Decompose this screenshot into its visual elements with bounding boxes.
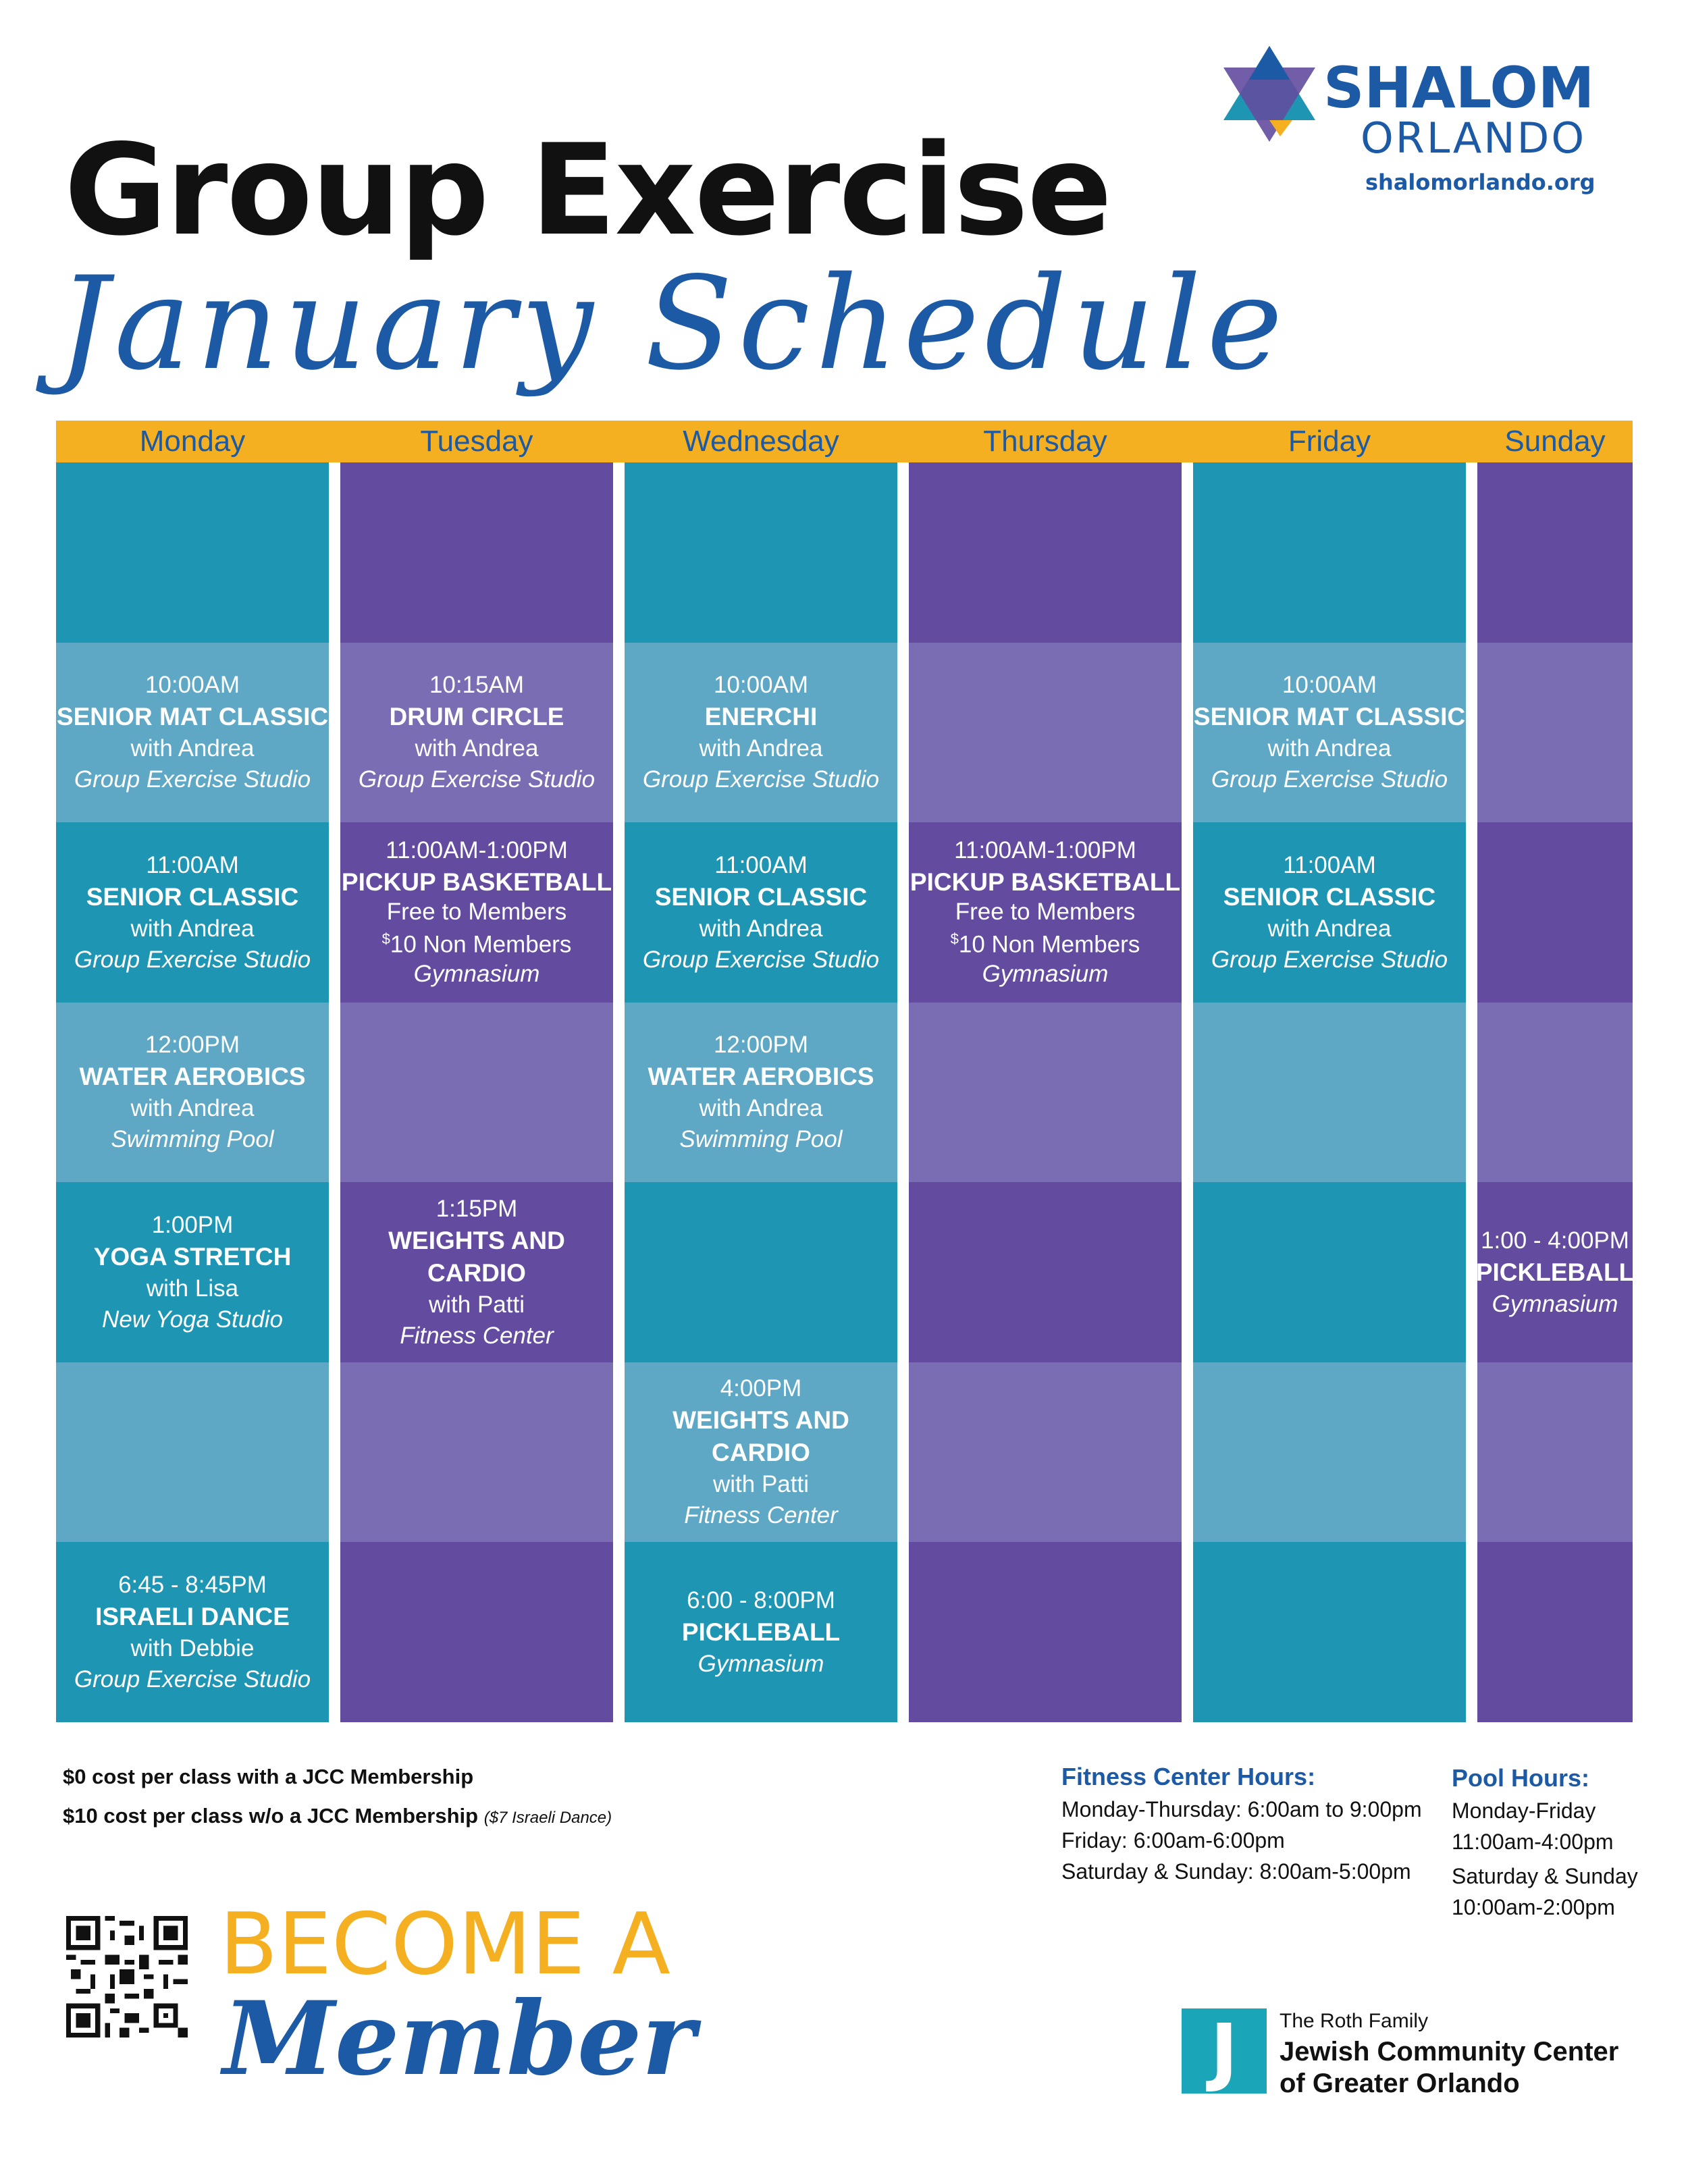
shalom-orlando-logo bbox=[1222, 41, 1600, 203]
class-name: YOGA STRETCH bbox=[93, 1242, 292, 1271]
schedule-slot bbox=[909, 462, 1182, 643]
class-time: 10:00AM bbox=[144, 672, 240, 698]
class-name: WATER AEROBICS bbox=[648, 1063, 874, 1090]
schedule-slot bbox=[1477, 1003, 1633, 1182]
class-location: Fitness Center bbox=[400, 1322, 554, 1349]
class-location: Group Exercise Studio bbox=[1211, 946, 1448, 973]
class-name: PICKUP BASKETBALL bbox=[341, 868, 612, 897]
page-title: Group Exercise bbox=[64, 117, 1111, 263]
class-location: Group Exercise Studio bbox=[1211, 766, 1448, 793]
class-member-price: Free to Members bbox=[955, 899, 1136, 926]
schedule-slot bbox=[1477, 1362, 1633, 1542]
class-location: Group Exercise Studio bbox=[642, 766, 880, 793]
class-location: Gymnasium bbox=[1492, 1290, 1618, 1317]
class-time: 6:00 - 8:00PM bbox=[687, 1587, 835, 1614]
class-name: SENIOR CLASSIC bbox=[654, 882, 868, 911]
schedule-slot bbox=[340, 1542, 613, 1722]
logo-shalom-text: SHALOM bbox=[1323, 55, 1595, 121]
class-cell bbox=[1193, 643, 1466, 822]
class-instructor: with Andrea bbox=[1267, 735, 1392, 762]
class-location: New Yoga Studio bbox=[102, 1306, 283, 1333]
israeli-dance-price-note: ($7 Israeli Dance) bbox=[483, 1809, 612, 1827]
class-cell bbox=[1193, 822, 1466, 1003]
class-cell bbox=[56, 1542, 329, 1722]
class-cell bbox=[56, 822, 329, 1003]
class-instructor: with Andrea bbox=[699, 915, 823, 942]
qr-code-icon[interactable] bbox=[66, 1916, 188, 2037]
class-instructor: with Andrea bbox=[130, 915, 255, 942]
class-location: Group Exercise Studio bbox=[642, 946, 880, 973]
class-location: Group Exercise Studio bbox=[358, 766, 596, 793]
class-location: Swimming Pool bbox=[679, 1126, 843, 1152]
currency-symbol: $ bbox=[381, 930, 390, 948]
class-time: 11:00AM bbox=[1283, 851, 1376, 878]
schedule-slot bbox=[1193, 1182, 1466, 1362]
nonmember-price-text: 10 Non Members bbox=[390, 931, 572, 958]
class-cell bbox=[340, 643, 613, 822]
class-time: 11:00AM bbox=[714, 851, 808, 878]
class-name: WEIGHTS AND CARDIO bbox=[388, 1226, 565, 1287]
class-time: 11:00AM bbox=[146, 851, 239, 878]
schedule-slot bbox=[56, 462, 329, 643]
class-cell bbox=[625, 1003, 897, 1182]
class-location: Gymnasium bbox=[982, 960, 1109, 987]
class-time: 1:00PM bbox=[151, 1211, 234, 1238]
class-location: Group Exercise Studio bbox=[74, 1666, 311, 1693]
cost-without-membership bbox=[63, 1803, 612, 1832]
day-header-bar bbox=[56, 421, 1633, 462]
class-member-price: Free to Members bbox=[386, 899, 567, 926]
tuesday-column bbox=[340, 462, 613, 1722]
class-name: DRUM CIRCLE bbox=[389, 703, 564, 730]
class-name: WEIGHTS AND CARDIO bbox=[672, 1406, 849, 1466]
class-instructor: with Andrea bbox=[130, 735, 255, 762]
schedule-slot bbox=[909, 1542, 1182, 1722]
class-time: 10:00AM bbox=[1282, 672, 1377, 698]
schedule-slot bbox=[56, 1362, 329, 1542]
wednesday-column bbox=[625, 462, 897, 1722]
schedule-slot bbox=[909, 1362, 1182, 1542]
class-time: 11:00AM-1:00PM bbox=[386, 837, 568, 864]
fitness-hours-line: Saturday & Sunday: 8:00am-5:00pm bbox=[1061, 1859, 1411, 1884]
class-time: 12:00PM bbox=[144, 1032, 240, 1058]
schedule-slot bbox=[1477, 822, 1633, 1003]
jcc-logo-mark bbox=[1182, 2008, 1267, 2094]
logo-orlando-text: ORLANDO bbox=[1361, 113, 1587, 163]
class-cell bbox=[340, 822, 613, 1003]
schedule-slot bbox=[909, 643, 1182, 822]
class-time: 1:00 - 4:00PM bbox=[1481, 1227, 1629, 1254]
class-cell bbox=[625, 643, 897, 822]
schedule-slot bbox=[1477, 462, 1633, 643]
cost-without-membership-text: $10 cost per class w/o a JCC Membership bbox=[63, 1804, 479, 1828]
class-instructor: with Lisa bbox=[146, 1275, 239, 1302]
day-label-monday: Monday bbox=[139, 425, 246, 458]
class-instructor: with Andrea bbox=[415, 735, 539, 762]
class-instructor: with Debbie bbox=[130, 1634, 255, 1661]
schedule-slot bbox=[340, 462, 613, 643]
class-cell bbox=[56, 1003, 329, 1182]
class-time: 4:00PM bbox=[720, 1375, 802, 1402]
fitness-hours-line: Monday-Thursday: 6:00am to 9:00pm bbox=[1061, 1797, 1422, 1821]
day-label-wednesday: Wednesday bbox=[683, 425, 839, 458]
day-label-tuesday: Tuesday bbox=[420, 425, 533, 458]
class-time: 1:15PM bbox=[436, 1195, 518, 1222]
class-cell bbox=[909, 822, 1182, 1003]
schedule-slot bbox=[1193, 1362, 1466, 1542]
class-name: PICKLEBALL bbox=[681, 1618, 841, 1646]
class-name: SENIOR CLASSIC bbox=[86, 882, 299, 911]
class-cell bbox=[1477, 1182, 1633, 1362]
class-name: ISRAELI DANCE bbox=[95, 1602, 290, 1630]
pool-hours-line: Monday-Friday bbox=[1452, 1799, 1596, 1823]
become-a-member-heading: BECOME A bbox=[219, 1894, 670, 1994]
logo-url: shalomorlando.org bbox=[1365, 169, 1595, 195]
class-time: 11:00AM-1:00PM bbox=[954, 837, 1136, 864]
class-name: PICKLEBALL bbox=[1475, 1258, 1635, 1286]
day-label-thursday: Thursday bbox=[983, 425, 1107, 458]
fitness-hours-line: Friday: 6:00am-6:00pm bbox=[1061, 1828, 1285, 1853]
class-cell bbox=[340, 1182, 613, 1362]
cost-with-membership: $0 cost per class with a JCC Membership bbox=[63, 1765, 474, 1788]
currency-symbol: $ bbox=[950, 930, 959, 948]
jcc-j-icon: J bbox=[1210, 2008, 1238, 2094]
pool-hours-line: 11:00am-4:00pm bbox=[1452, 1830, 1614, 1854]
star-of-david-icon bbox=[1222, 41, 1323, 142]
schedule-slot bbox=[340, 1003, 613, 1182]
friday-column bbox=[1193, 462, 1466, 1722]
pool-hours-title: Pool Hours: bbox=[1452, 1764, 1589, 1792]
class-location: Group Exercise Studio bbox=[74, 766, 311, 793]
class-time: 12:00PM bbox=[713, 1032, 809, 1058]
schedule-slot bbox=[625, 1182, 897, 1362]
schedule-slot bbox=[340, 1362, 613, 1542]
class-name: SENIOR MAT CLASSIC bbox=[1193, 703, 1466, 730]
class-nonmember-price bbox=[951, 926, 1140, 959]
schedule-slot bbox=[1193, 1003, 1466, 1182]
class-cell bbox=[56, 1182, 329, 1362]
pool-hours-line: Saturday & Sunday bbox=[1452, 1864, 1638, 1888]
class-location: Swimming Pool bbox=[111, 1126, 274, 1152]
schedule-slot bbox=[1477, 1542, 1633, 1722]
class-time: 10:15AM bbox=[429, 672, 525, 698]
class-name: ENERCHI bbox=[704, 703, 818, 730]
class-instructor: with Patti bbox=[713, 1471, 809, 1497]
schedule-slot bbox=[909, 1182, 1182, 1362]
page-subtitle: January Schedule bbox=[57, 249, 1288, 398]
class-name: SENIOR MAT CLASSIC bbox=[56, 703, 329, 730]
class-instructor: with Andrea bbox=[1267, 915, 1392, 942]
pool-hours-line: 10:00am-2:00pm bbox=[1452, 1895, 1615, 1919]
jcc-name-line2: Jewish Community Center bbox=[1280, 2037, 1619, 2067]
class-name: SENIOR CLASSIC bbox=[1223, 882, 1436, 911]
class-instructor: with Andrea bbox=[699, 1095, 823, 1121]
schedule-slot bbox=[1477, 643, 1633, 822]
class-location: Gymnasium bbox=[697, 1650, 824, 1677]
class-location: Group Exercise Studio bbox=[74, 946, 311, 973]
day-label-friday: Friday bbox=[1288, 425, 1371, 458]
class-instructor: with Andrea bbox=[130, 1095, 255, 1121]
jcc-name-line1: The Roth Family bbox=[1280, 2010, 1429, 2032]
jcc-name-line3: of Greater Orlando bbox=[1280, 2069, 1520, 2098]
class-cell bbox=[625, 822, 897, 1003]
monday-column bbox=[56, 462, 329, 1722]
fitness-hours-title: Fitness Center Hours: bbox=[1061, 1763, 1316, 1790]
day-label-sunday: Sunday bbox=[1504, 425, 1606, 458]
class-nonmember-price bbox=[382, 926, 572, 959]
class-cell bbox=[625, 1362, 897, 1542]
thursday-column bbox=[909, 462, 1182, 1722]
schedule-slot bbox=[1193, 1542, 1466, 1722]
class-cell bbox=[56, 643, 329, 822]
class-instructor: with Patti bbox=[429, 1291, 525, 1318]
class-location: Fitness Center bbox=[684, 1502, 838, 1528]
class-instructor: with Andrea bbox=[699, 735, 823, 762]
nonmember-price-text: 10 Non Members bbox=[958, 931, 1140, 958]
class-cell bbox=[625, 1542, 897, 1722]
class-time: 10:00AM bbox=[713, 672, 809, 698]
class-location: Gymnasium bbox=[413, 960, 540, 987]
class-name: PICKUP BASKETBALL bbox=[909, 868, 1181, 897]
schedule-slot bbox=[909, 1003, 1182, 1182]
class-name: WATER AEROBICS bbox=[79, 1063, 306, 1090]
member-script-text: Member bbox=[223, 1979, 695, 2098]
sunday-column bbox=[1477, 462, 1633, 1722]
schedule-slot bbox=[625, 462, 897, 643]
schedule-slot bbox=[1193, 462, 1466, 643]
class-time: 6:45 - 8:45PM bbox=[118, 1571, 267, 1598]
